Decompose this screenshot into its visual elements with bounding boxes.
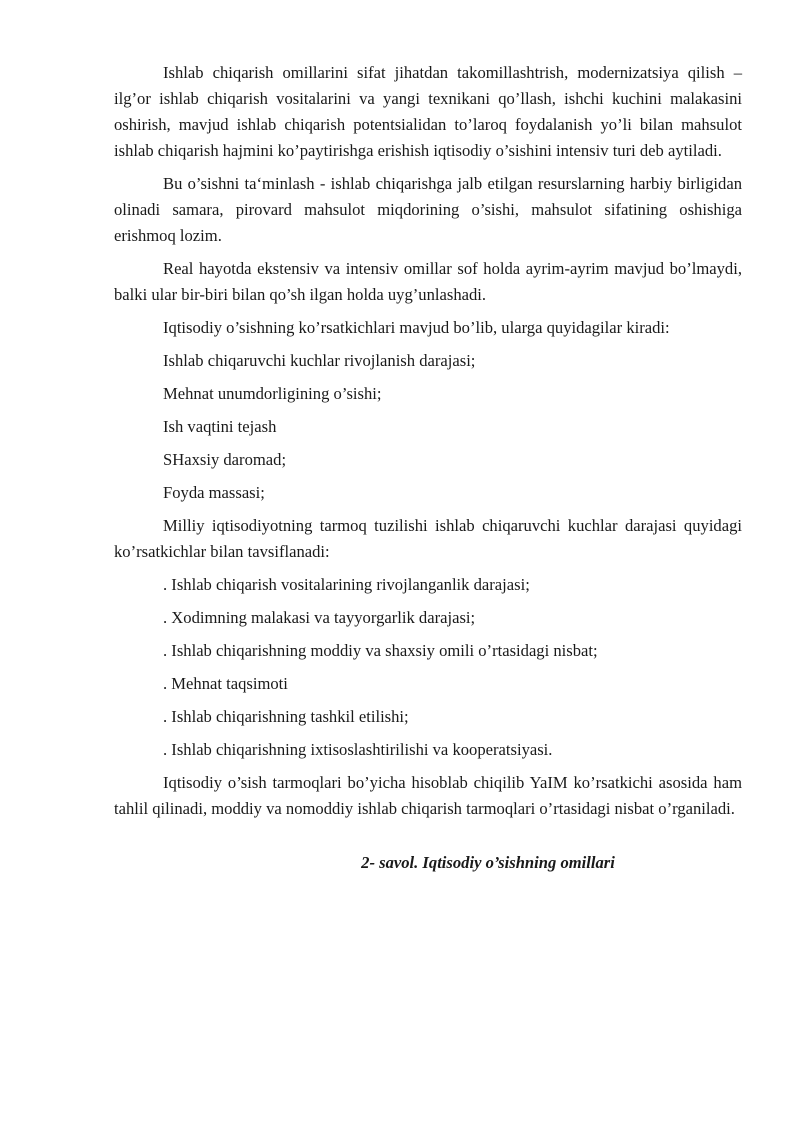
indicator-list [114,348,742,506]
list-item: . Ishlab chiqarishning tashkil etilishi; [163,707,409,726]
section-heading: 2- savol. Iqtisodiy o’sishning omillari [361,853,615,872]
list-item: Ishlab chiqaruvchi kuchlar rivojlanish darajasi; [163,351,476,370]
paragraph-ensuring-growth: Bu o’sishni ta‘minlash - ishlab chiqarishga jalb etilgan resurslarning harbiy birligidan olinadi samara, pirovard mahsulot miqdorining o’sishi, mahsulot sifatining oshishiga erishmoq lozim. [114,174,742,245]
structure-list [114,572,742,763]
list-item: Mehnat unumdorligining o’sishi; [163,384,382,403]
paragraph-gdp-analysis: Iqtisodiy o’sish tarmoqlari bo’yicha hisoblab chiqilib YaIM ko’rsatkichi asosida ham tahlil qilinadi, moddiy va nomoddiy ishlab chiqarish tarmoqlari o’rtasidagi nisbat o’rganiladi. [114,773,742,818]
list-item: . Ishlab chiqarishning ixtisoslashtirilishi va kooperatsiyasi. [163,740,553,759]
list-item: . Xodimning malakasi va tayyorgarlik darajasi; [163,608,476,627]
list-item: . Mehnat taqsimoti [163,674,288,693]
list-item: SHaxsiy daromad; [163,450,287,469]
list-item: . Ishlab chiqarish vositalarining rivojlanganlik darajasi; [163,575,530,594]
paragraph-intensive-growth: Ishlab chiqarish omillarini sifat jihatdan takomillashtrish, modernizatsiya qilish – ilg’or ishlab chiqarish vositalarini va yangi texnikani qo’llash, ishchi kuchini malakasini oshirish, mavjud ishlab chiqarish potentsialidan to’laroq foydalanish yo’li bilan mahsulot ishlab chiqarish hajmini ko’paytirishga erishish iqtisodiy o’sishini intensiv turi deb aytiladi. [114,63,742,160]
paragraph-sector-structure: Milliy iqtisodiyotning tarmoq tuzilishi ishlab chiqaruvchi kuchlar darajasi quyidagi ko’rsatkichlar bilan tavsiflanadi: [114,516,742,561]
list-item: Ish vaqtini tejash [163,417,277,436]
list-item: Foyda massasi; [163,483,265,502]
document-page [114,60,742,876]
list-item: . Ishlab chiqarishning moddiy va shaxsiy omili o’rtasidagi nisbat; [163,641,598,660]
paragraph-real-life-factors: Real hayotda ekstensiv va intensiv omillar sof holda ayrim-ayrim mavjud bo’lmaydi, balki ular bir-biri bilan qo’sh ilgan holda uyg’unlashadi. [114,259,742,304]
paragraph-indicators-intro: Iqtisodiy o’sishning ko’rsatkichlari mavjud bo’lib, ularga quyidagilar kiradi: [163,318,670,337]
